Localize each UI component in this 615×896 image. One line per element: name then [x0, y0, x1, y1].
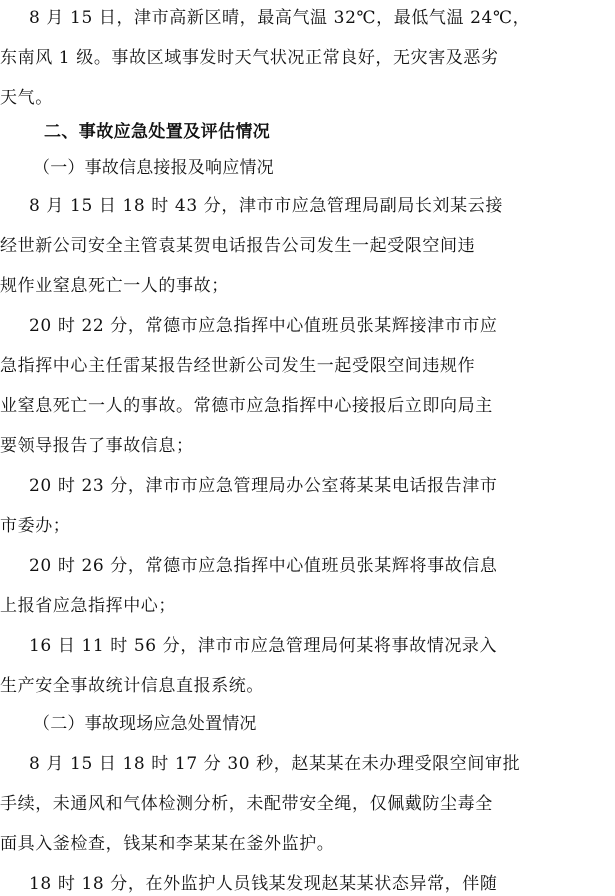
body-line: 市委办；	[0, 516, 71, 536]
body-line: 上报省应急指挥中心；	[0, 596, 176, 616]
body-line: 8 月 15 日 18 时 43 分，津市市应急管理局副局长刘某云接	[29, 196, 503, 216]
subsection-heading: （一）事故信息接报及响应情况	[33, 158, 274, 178]
body-line: 20 时 23 分，津市市应急管理局办公室蒋某某电话报告津市	[29, 476, 498, 496]
body-line: 8 月 15 日 18 时 17 分 30 秒，赵某某在未办理受限空间审批	[29, 754, 521, 774]
body-line: 东南风 1 级。事故区域事发时天气状况正常良好，无灾害及恶劣	[0, 48, 499, 68]
body-line: 20 时 26 分，常德市应急指挥中心值班员张某辉将事故信息	[29, 556, 498, 576]
section-heading: 二、事故应急处置及评估情况	[44, 122, 271, 142]
body-line: 手续，未通风和气体检测分析，未配带安全绳，仅佩戴防尘毒全	[0, 794, 493, 814]
body-line: 业窒息死亡一人的事故。常德市应急指挥中心接报后立即向局主	[0, 396, 493, 416]
body-line: 规作业窒息死亡一人的事故；	[0, 276, 229, 296]
body-line: 20 时 22 分，常德市应急指挥中心值班员张某辉接津市市应	[29, 316, 498, 336]
body-line: 16 日 11 时 56 分，津市市应急管理局何某将事故情况录入	[29, 636, 498, 656]
body-line: 经世新公司安全主管袁某贺电话报告公司发生一起受限空间违	[0, 236, 476, 256]
body-line: 生产安全事故统计信息直报系统。	[0, 676, 264, 696]
body-line: 急指挥中心主任雷某报告经世新公司发生一起受限空间违规作	[0, 356, 476, 376]
body-line: 天气。	[0, 88, 53, 108]
subsection-heading: （二）事故现场应急处置情况	[33, 714, 257, 734]
body-line: 面具入釜检查，钱某和李某某在釜外监护。	[0, 834, 335, 854]
body-line: 要领导报告了事故信息；	[0, 436, 194, 456]
body-line: 18 时 18 分，在外监护人员钱某发现赵某某状态异常，伴随	[29, 874, 498, 894]
body-line: 8 月 15 日，津市高新区晴，最高气温 32℃，最低气温 24℃，	[29, 8, 531, 28]
